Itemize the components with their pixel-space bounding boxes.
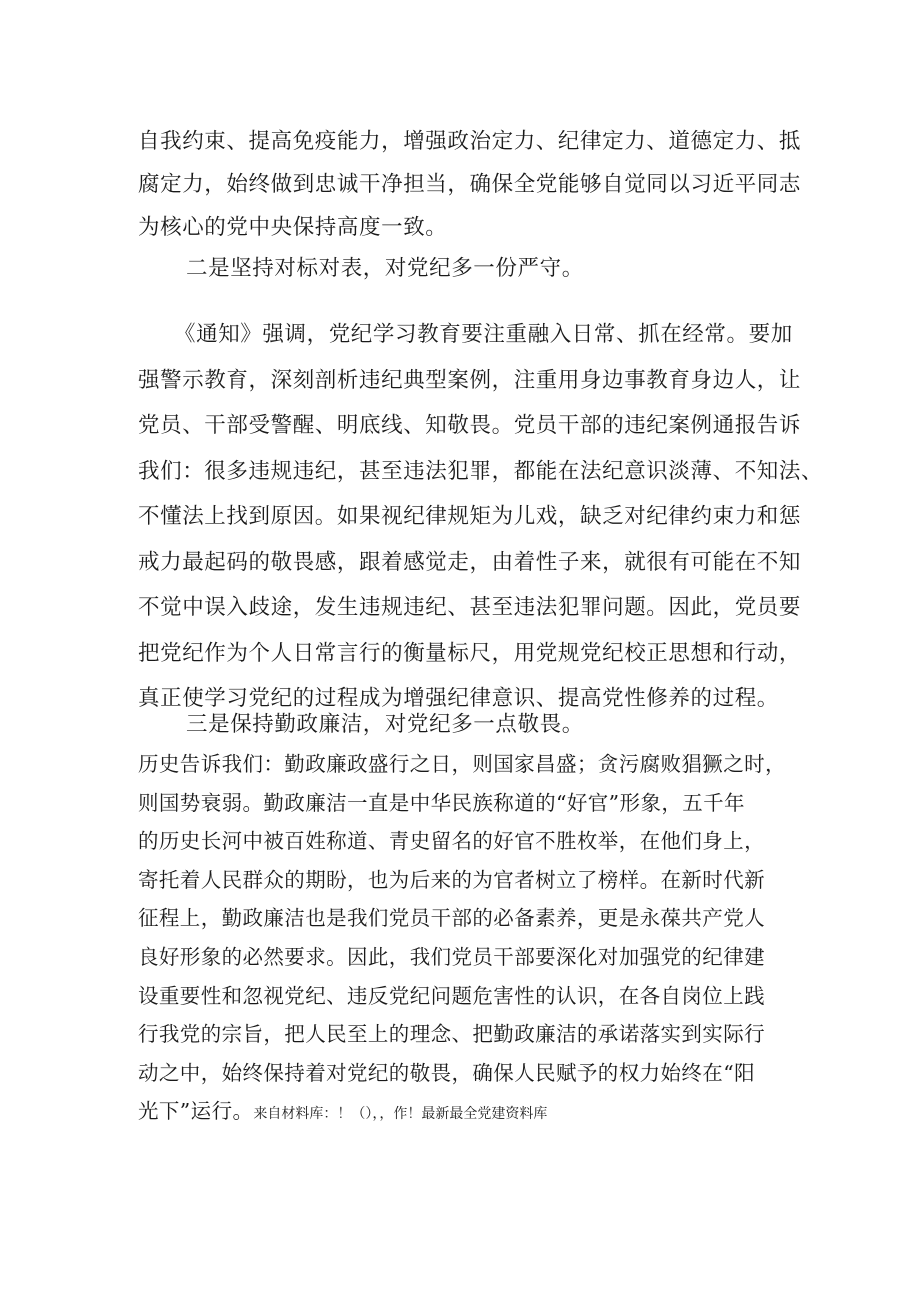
paragraph-line: 良好形象的必然要求。因此，我们党员干部要深化对加强党的纪律建 [138,944,765,969]
last-line-text: 光下”运行。 [138,1099,254,1124]
source-note: 来自材料库：！（），，作！最新最全党建资料库 [253,1106,548,1123]
paragraph-line: 把党纪作为个人日常言行的衡量标尺，用党规党纪校正思想和行动， [138,640,802,666]
paragraph-last-line [138,1092,798,1131]
paragraph-line: 戒力最起码的敬畏感，跟着感觉走，由着性子来，就很有可能在不知 [138,549,802,575]
paragraph-line: 行我党的宗旨，把人民至上的理念、把勤政廉洁的承诺落实到实际行 [138,1022,765,1047]
paragraph-line: 征程上，勤政廉洁也是我们党员干部的必备素养，更是永葆共产党人 [138,906,765,931]
paragraph-2 [138,312,824,722]
paragraph-line: 强警示教育，深刻剖析违纪典型案例，注重用身边事教育身边人，让 [138,367,802,393]
paragraph-line: 则国势衰弱。勤政廉洁一直是中华民族称道的“好官”形象，五千年 [138,790,745,815]
paragraph-line: 真正使学习党纪的过程成为增强纪律意识、提高党性修养的过程。 [138,686,779,711]
paragraph-line: 不觉中误入歧途，发生违规违纪、甚至违法犯罪问题。因此，党员要 [138,595,802,620]
paragraph-line: 寄托着人民群众的期盼，也为后来的为官者树立了榜样。在新时代新 [138,867,765,892]
paragraph-line: 为核心的党中央保持高度一致。 [138,215,448,240]
paragraph-1 [138,120,802,249]
heading-text: 二是坚持对标对表，对党纪多一份严守。 [186,256,584,281]
section-heading-2 [186,247,846,290]
paragraph-line: 党员、干部受警醒、明底线、知敬畏。党员干部的违纪案例通报告诉 [138,413,802,438]
paragraph-line: 《通知》强调，党纪学习教育要注重融入日常、抓在经常。要加 [174,322,793,347]
paragraph-line: 我们：很多违规违纪，甚至违法犯罪，都能在法纪意识淡薄、不知法、 [138,458,824,484]
paragraph-line: 动之中，始终保持着对党纪的敬畏，确保人民赋予的权力始终在“阳 [138,1060,755,1085]
paragraph-line: 不懂法上找到原因。如果视纪律规矩为儿戏，缺乏对纪律约束力和惩 [138,504,802,529]
paragraph-line: 自我约束、提高免疫能力，增强政治定力、纪律定力、道德定力、抵 [138,129,802,154]
paragraph-line: 腐定力，始终做到忠诚干净担当，确保全党能够自觉同以习近平同志 [138,172,802,197]
section-heading-3 [186,705,846,745]
paragraph-line: 历史告诉我们：勤政廉政盛行之日，则国家昌盛；贪污腐败猖獗之时， [138,752,786,776]
paragraph-3 [138,745,798,1131]
heading-text: 三是保持勤政廉洁，对党纪多一点敬畏。 [186,712,584,737]
paragraph-line: 设重要性和忽视党纪、违反党纪问题危害性的认识，在各自岗位上践 [138,983,765,1008]
paragraph-line: 的历史长河中被百姓称道、青史留名的好官不胜枚举，在他们身上， [138,829,765,854]
